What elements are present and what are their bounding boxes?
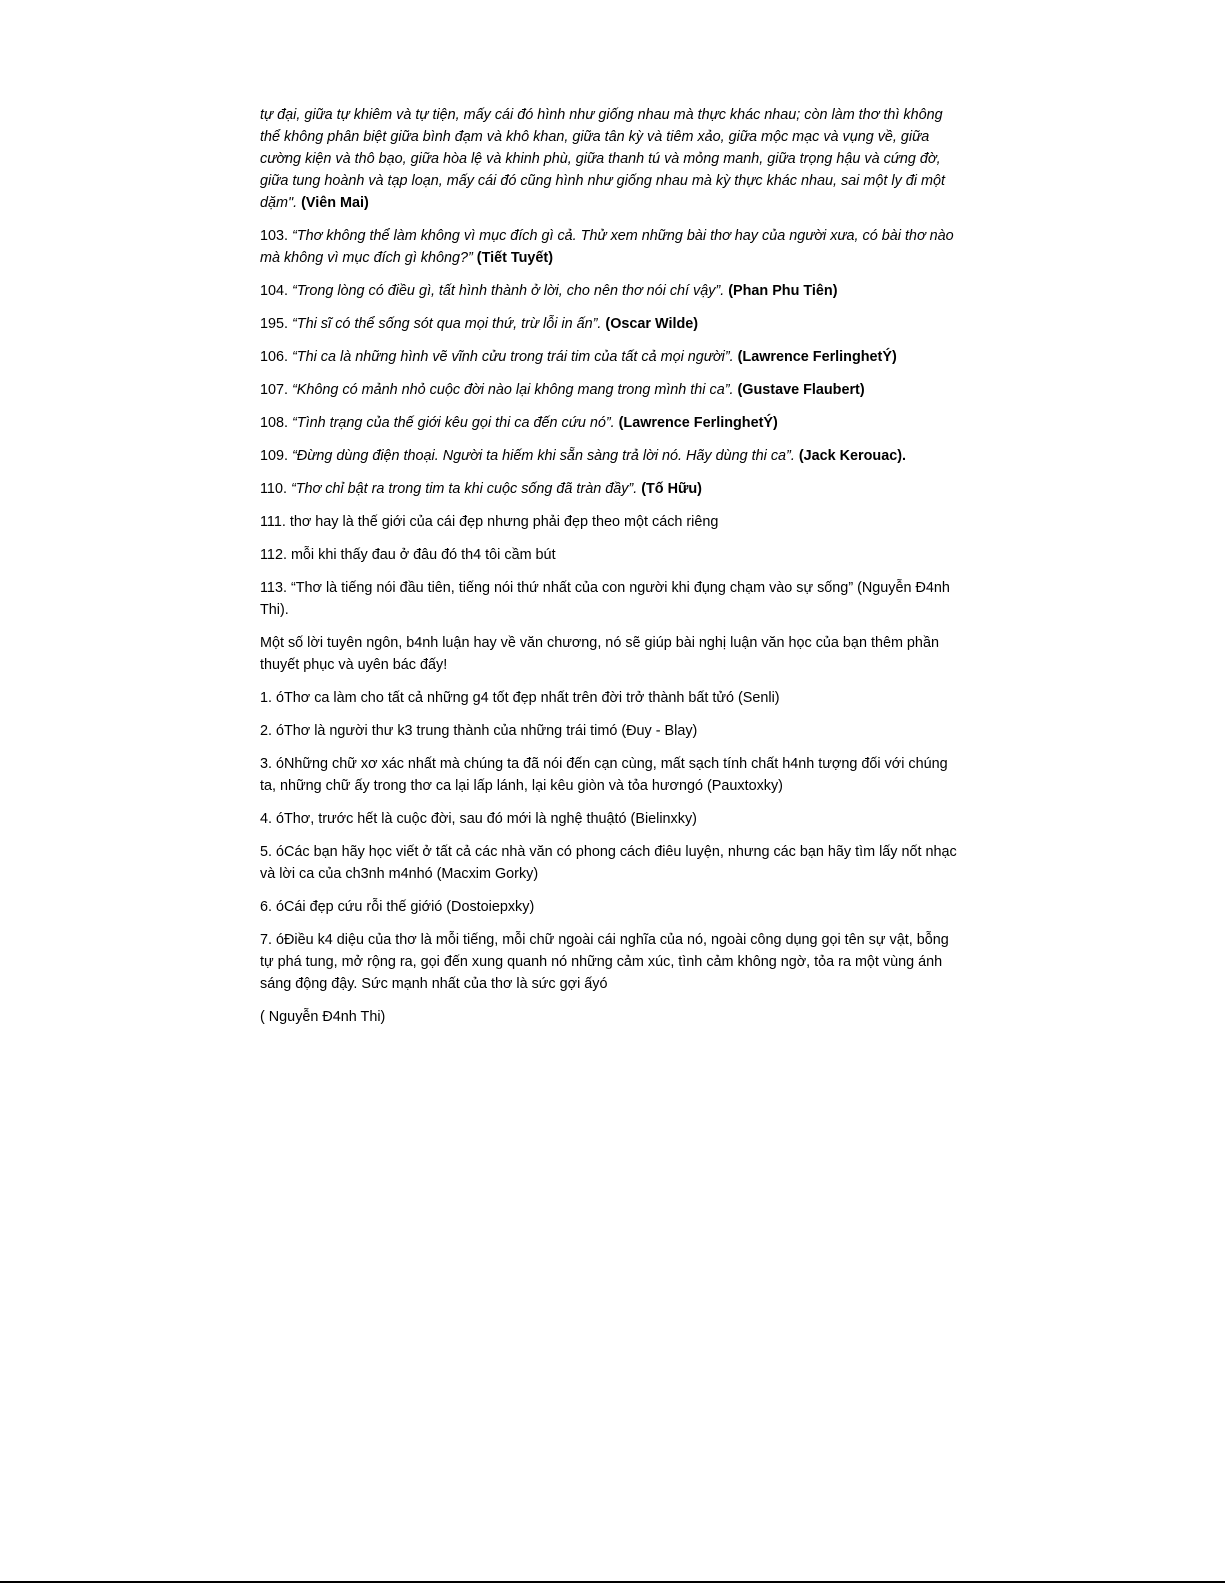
list-item-6: 6. óCái đẹp cứu rỗi thế giớió (Dostoiepxky) xyxy=(260,899,535,915)
quote-text: “Không có mảnh nhỏ cuộc đời nào lại không mang trong mình thi ca”. xyxy=(292,382,734,398)
page-bottom-border xyxy=(0,1581,1225,1583)
quote-text: “Thi sĩ có thể sống sót qua mọi thứ, trừ lỗi in ấn”. xyxy=(292,316,602,332)
quote-number: 195. xyxy=(260,316,289,332)
quote-paragraph-109 xyxy=(260,445,960,467)
quote-author: (Lawrence FerlinghetÝ) xyxy=(618,415,778,431)
quote-number: 110. xyxy=(260,481,287,497)
list-item-4: 4. óThơ, trước hết là cuộc đời, sau đó mới là nghệ thuậtó (Bielinxky) xyxy=(260,811,697,827)
quote-paragraph-107 xyxy=(260,379,960,401)
quote-paragraph-104 xyxy=(260,280,960,302)
text-paragraph-113: 113. “Thơ là tiếng nói đầu tiên, tiếng nói thứ nhất của con người khi đụng chạm vào sự sống” (Nguyễn Đ4nh Thi). xyxy=(260,580,950,618)
attribution-line: ( Nguyễn Đ4nh Thi) xyxy=(260,1009,386,1025)
quote-number: 106. xyxy=(260,349,289,365)
quote-text: “Đừng dùng điện thoại. Người ta hiếm khi sẵn sàng trả lời nó. Hãy dùng thi ca”. xyxy=(292,448,795,464)
quote-text: tự đại, giữa tự khiêm và tự tiện, mấy cái đó hình như giống nhau mà thực khác nhau; còn làm thơ thì không thể không phân biệt giữa bình đạm và khô khan, giữa tân kỳ và tiêm xảo, giữa mộc mạc và vụng về, giữa cường kiện và thô bạo, giữa hòa lệ và khinh phù, giữa thanh tú và mỏng manh, giữa trọng hậu và cứng đờ, giữa tung hoành và tạp loạn, mấy cái đó cũng hình như giống nhau mà kỳ thực khác nhau, sai một ly đi một dặm". xyxy=(260,107,945,211)
quote-author: (Gustave Flaubert) xyxy=(737,382,865,398)
quote-text: “Trong lòng có điều gì, tất hình thành ở lời, cho nên thơ nói chí vậy”. xyxy=(292,283,725,299)
quote-paragraph-108 xyxy=(260,412,960,434)
quote-author: (Lawrence FerlinghetÝ) xyxy=(737,349,897,365)
quote-author: (Tố Hữu) xyxy=(641,481,702,497)
quote-author: (Viên Mai) xyxy=(301,195,369,211)
list-item-2: 2. óThơ là người thư k3 trung thành của những trái timó (Đuy - Blay) xyxy=(260,723,698,739)
document-page xyxy=(260,104,960,1039)
quote-paragraph-vien-mai xyxy=(260,104,960,214)
quote-paragraph-195 xyxy=(260,313,960,335)
quote-text: “Tình trạng của thế giới kêu gọi thi ca đến cứu nó”. xyxy=(292,415,615,431)
quote-number: 108. xyxy=(260,415,289,431)
quote-text: “Thơ không thể làm không vì mục đích gì cả. Thử xem những bài thơ hay của người xưa, có bài thơ nào mà không vì mục đích gì không?” xyxy=(260,228,954,266)
list-item-7: 7. óĐiều k4 diệu của thơ là mỗi tiếng, mỗi chữ ngoài cái nghĩa của nó, ngoài công dụng gọi tên sự vật, bỗng tự phá tung, mở rộng ra, gọi đến xung quanh nó những cảm xúc, tình cảm không ngờ, tỏa ra một vùng ánh sáng động đậy. Sức mạnh nhất của thơ là sức gợi ấyó xyxy=(260,932,949,992)
quote-number: 107. xyxy=(260,382,289,398)
quote-author: (Tiết Tuyết) xyxy=(476,250,553,266)
quote-author: (Oscar Wilde) xyxy=(605,316,699,332)
quote-number: 104. xyxy=(260,283,289,299)
text-paragraph-112: 112. mỗi khi thấy đau ở đâu đó th4 tôi cầm bút xyxy=(260,547,556,563)
quote-paragraph-110 xyxy=(260,478,960,500)
list-item-1: 1. óThơ ca làm cho tất cả những g4 tốt đẹp nhất trên đời trở thành bất tửó (Senli) xyxy=(260,690,780,706)
quote-paragraph-103 xyxy=(260,225,960,269)
intro-paragraph: Một số lời tuyên ngôn, b4nh luận hay về văn chương, nó sẽ giúp bài nghị luận văn học của bạn thêm phần thuyết phục và uyên bác đấy! xyxy=(260,635,939,673)
text-paragraph-111: 111. thơ hay là thế giới của cái đẹp nhưng phải đẹp theo một cách riêng xyxy=(260,514,719,530)
list-item-5: 5. óCác bạn hãy học viết ở tất cả các nhà văn có phong cách điêu luyện, nhưng các bạn hãy tìm lấy nốt nhạc và lời ca của ch3nh m4nhó (Macxim Gorky) xyxy=(260,844,957,882)
quote-text: “Thi ca là những hình vẽ vĩnh cửu trong trái tim của tất cả mọi người”. xyxy=(292,349,734,365)
quote-paragraph-106 xyxy=(260,346,960,368)
quote-author: (Jack Kerouac). xyxy=(798,448,907,464)
quote-author: (Phan Phu Tiên) xyxy=(728,283,838,299)
list-item-3: 3. óNhững chữ xơ xác nhất mà chúng ta đã nói đến cạn cùng, mất sạch tính chất h4nh tượng đối với chúng ta, những chữ ấy trong thơ ca lại lấp lánh, lại kêu giòn và tỏa hươngó (Pauxtoxky) xyxy=(260,756,948,794)
quote-number: 109. xyxy=(260,448,289,464)
quote-number: 103. xyxy=(260,228,289,244)
quote-text: “Thơ chỉ bật ra trong tim ta khi cuộc sống đã tràn đầy”. xyxy=(290,481,638,497)
